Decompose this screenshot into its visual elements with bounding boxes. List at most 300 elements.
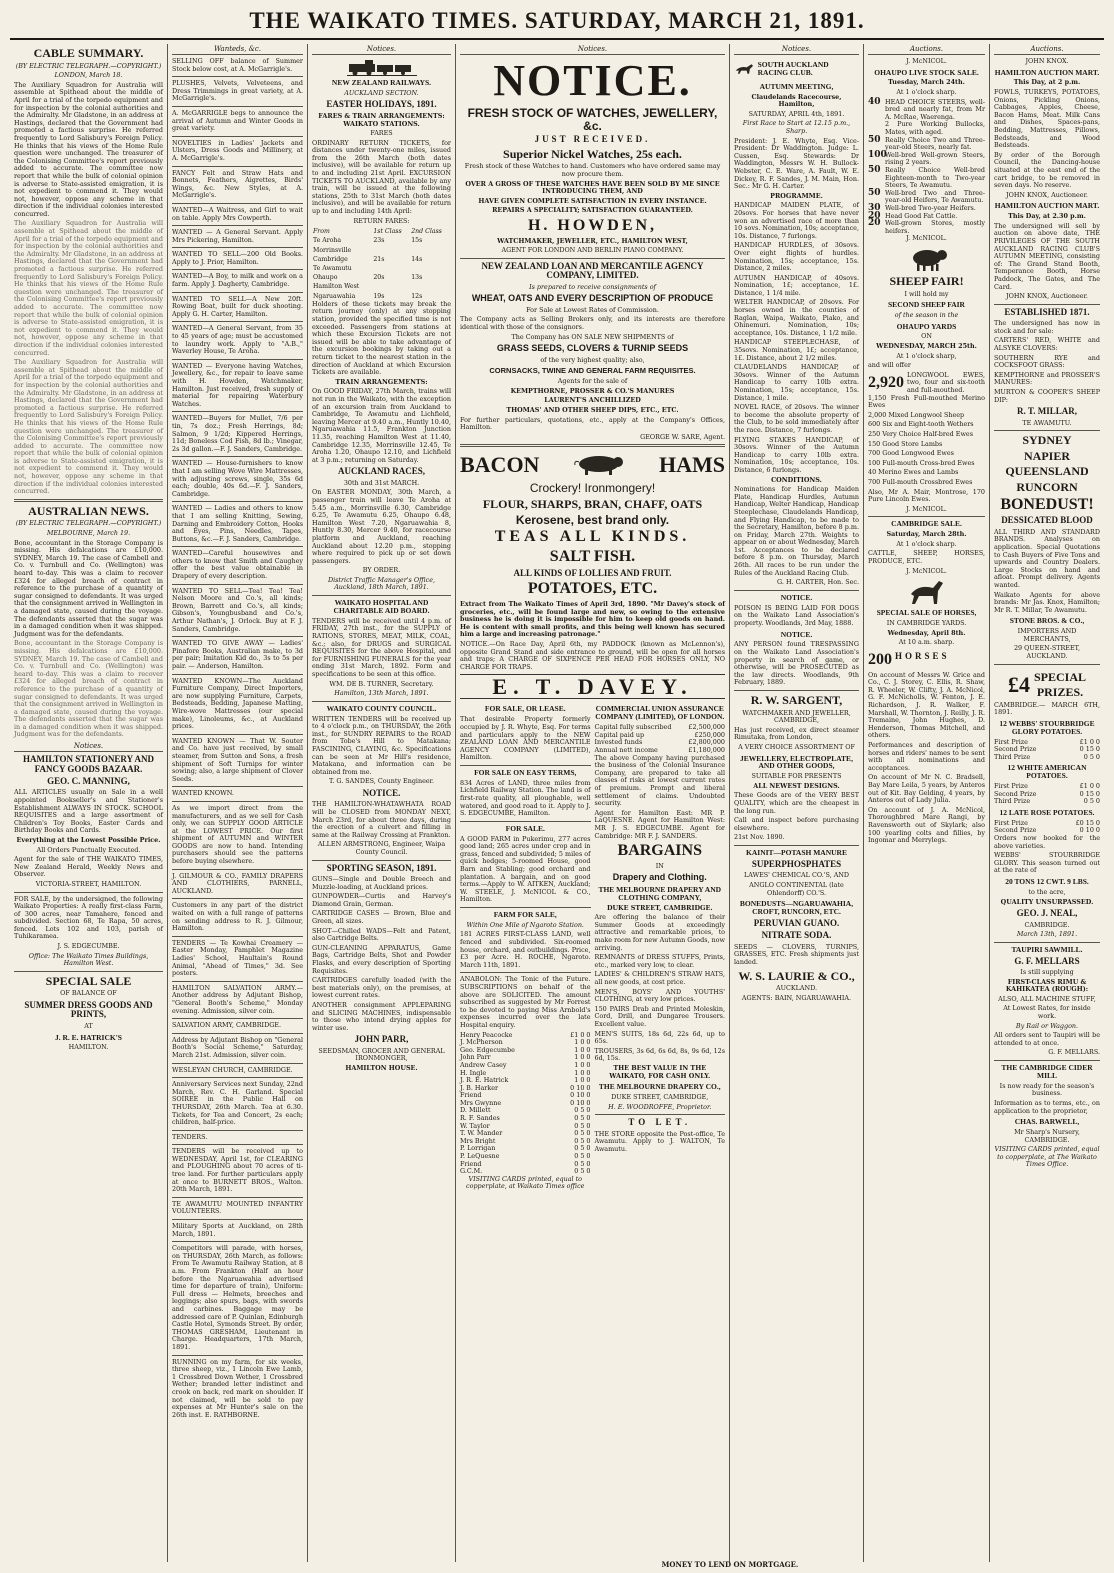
also-text: ALL THIRD AND STANDARD BRANDS. Analyses on application. Special Quotations to Cash Buyers of Five Tons and upwards and Country Dealers. Large Stocks on hand and afloat. Prompt delivery. Agents wanted. (994, 527, 1100, 589)
subscriber-amount: 1 0 0 (574, 1068, 591, 1077)
fare-cell: 13s (411, 274, 423, 282)
pig-icon (569, 452, 629, 479)
wednesday: WEDNESDAY, MARCH 25th. (876, 342, 977, 351)
laurent-line: LAURENT'S ANCHILLIZED (544, 396, 641, 405)
mcnicol-3: J. McNICOL. (906, 504, 947, 513)
melbourne-item: TROUSERS, 3s 6d, 6s 6d, 8s, 9s 6d, 12s 6d, 15s. (594, 1046, 725, 1063)
this-day: This Day, at 2 p.m. (1013, 78, 1081, 87)
thomas-line: THOMAS' AND OTHER SHEEP DIPS, ETC., ETC. (506, 405, 679, 414)
prizes-label: PRIZES. (1036, 685, 1084, 700)
ohaupo-yards: OHAUPO YARDS (896, 321, 957, 331)
divider (172, 936, 303, 937)
divider (172, 1077, 303, 1078)
stock-row (868, 167, 985, 190)
bargains: BARGAINS (617, 842, 702, 860)
subscriber-name: W. Taylor (460, 1121, 490, 1130)
subscriber-name: D. Millett (460, 1106, 491, 1115)
wanted-ad: HAMILTON SALVATION ARMY.— Another address by Adjutant Bishop, "General Booth's Scheme," Monday evening. Admission, silver coin. (172, 983, 303, 1015)
australian-byline: (BY ELECTRIC TELEGRAPH.—COPYRIGHT.) (15, 519, 162, 528)
subscriber-name: Mrs Bright (460, 1136, 496, 1145)
subscriber-name: Friend (460, 1159, 482, 1168)
divider (460, 821, 591, 822)
gross-line-2: HAVE GIVEN COMPLETE SATISFACTION IN EVERY INSTANCE. (478, 196, 707, 205)
best-value: THE BEST VALUE IN THE WAIKATO, FOR CASH ONLY. (609, 1063, 711, 1080)
cambridge-sale: CAMBRIDGE SALE. (891, 519, 962, 529)
mellars-name: G. F. MELLARS (1014, 955, 1080, 966)
knox-2: JOHN KNOX, Auctioneer. (1006, 190, 1088, 199)
australian-news-title: AUSTRALIAN NEWS. (28, 503, 149, 518)
special-label: SPECIAL (1033, 669, 1086, 684)
anabolon-text: ANABOLON: The Tonic of the Future. SUBSCRIPTIONS on behalf of the above are SOLICITED. The amount subscribed as suggested by Mr Forrest to be devoted to paying Miss Arnbold's expenses incurred over the late Hospital enquiry. (460, 975, 591, 1029)
at-label: AT (84, 1021, 93, 1030)
southern: SOUTHERN RYE and COCKSFOOT GRASS: (994, 353, 1100, 370)
prize-label: Second Prize (994, 745, 1037, 754)
subscriber-name: P. Lorrigan (460, 1144, 496, 1153)
divider (172, 292, 303, 293)
prize-row (994, 754, 1100, 762)
sheep-fair: SHEEP FAIR! (889, 273, 964, 288)
capital-label: Capital fully subscribed (594, 723, 672, 732)
wanted-ad: WANTED — Everyone having Watches, Jewellery, &c., for repair to leave same with H. Howden, Watchmaker, Hamilton. Just received, fresh supply of material for repairing Waterbury Watches. (172, 361, 303, 408)
will-hold: I will hold my (904, 289, 949, 298)
divider (994, 430, 1100, 431)
subscriber-name: J. McPherson (460, 1038, 503, 1047)
cable-text-cont: The Auxiliary Squadron for Australia will assemble at Spithead about the middle of April for a trial of the torpedo equipment and for inspection by the colonial authorities and the Admiralty. Mr Gladstone, in an address at Hastings, declared that the Government had promoted a factious surprise. He referred frequently to Lord Salisbury's Foreign Policy. He thinks that his views of the Home Rule question were unchanged. The treasurer of the Colonising Committee's report previously added to accurate. The committee now report that while the bulk of colonial opinion is adverse to State-assisted emigration, it is not expedient to commend it. They would not, however, oppose any scheme in that direction if the individual colonies interested concurred. (14, 219, 163, 357)
orders-taupiri: All orders sent to Taupiri will be attended to at once. (994, 1031, 1100, 1047)
cable-byline: (BY ELECTRIC TELEGRAPH.—COPYRIGHT.) (15, 61, 162, 70)
by-order: BY ORDER. (362, 566, 401, 575)
capital-label: Annual nett income (594, 745, 658, 754)
fare-cell (372, 282, 410, 291)
auctions-header-6: Auctions. (868, 44, 985, 55)
wanted-ad: WANTED TO SELL—A New 20ft. Rowing Boat, built for duck shooting. Apply G. H. Carter, Hamilton. (172, 294, 303, 318)
saturday: Saturday, March 28th. (886, 530, 967, 539)
column-2 (168, 44, 308, 1562)
column-5 (730, 44, 864, 1562)
seeds: SEEDS — CLOVERS, TURNIPS, GRASSES, ETC. Fresh shipments just landed. (734, 942, 859, 966)
particulars-text: For further particulars, quotations, etc., apply at the Company's Offices, Hamilton. (460, 415, 725, 432)
bacon-hams-banner (460, 450, 725, 479)
on-label: ON (921, 332, 932, 341)
hospital-title: WAIKATO HOSPITAL AND CHARITABLE AID BOARD. (333, 598, 430, 615)
farm-sub: Within One Mile of Ngaroto Station. (466, 920, 584, 929)
officials: President: J. E. Whyte, Esq. Vice-President: Dr Waddington. Judge: L. Cussen, Esq. Stewards: Dr Waddington, Messrs W. H. Bullock-Webster, C. E. Ware, A. Fault, W. E. Dickey, R. F. Sandes, J. M. Main, Hon. Sec.: Mr G. H. Carter. (734, 136, 859, 191)
subscriber-amount: 0 5 0 (574, 1121, 591, 1130)
races-list (734, 202, 859, 474)
stock-count: 50 (868, 165, 881, 175)
subscriber-amount: 0 10 0 (570, 1083, 591, 1092)
divider (868, 516, 985, 517)
fare-cell: Ngaruawahia (313, 292, 356, 300)
mcnicol-tail: On account of J. A. McNicol, Thoroughbred Mare Rangi, by Ravensworth out of Skylark; also 100 yearling colts and fillies, by Ingomar and Merrylegs. (868, 805, 985, 845)
stock-count: 30 (868, 202, 881, 213)
parr-name: JOHN PARR, (354, 1034, 409, 1045)
neal-date: March 13th, 1891. (1016, 930, 1078, 939)
masthead-rule (10, 38, 1104, 40)
parr-sub: SEEDSMAN, GROCER AND GENERAL IRONMONGER, (318, 1046, 445, 1063)
lower-left (460, 702, 591, 1193)
county-text: WRITTEN TENDERS will be received up to 4 o'clock p.m., on THURSDAY, the 26th inst., for SUNDRY REPAIRS to the ROAD from Tobe's Hill to Matakana; FASCINING, CLAYING, &c. Specifications can be seen at Mr Hill's residence, Matakana, and information can be obtained from me. (312, 714, 451, 776)
stock-row (868, 149, 985, 167)
cable-text: The Auxiliary Squadron for Australia will assemble at Spithead about the middle of April for a trial of the torpedo equipment and for inspection by the colonial authorities and the Admiralty. Mr Gladstone, in an address at Hastings, declared that the Government had promoted a factious surprise. He referred frequently to Lord Salisbury's Foreign Policy. He thinks that his views of the Home Rule question were unchanged. The treasurer of the Colonising Committee's report previously added to accurate. The committee now report that while the bulk of colonial opinion is adverse to State-assisted emigration, it is not expedient to commend it. They would not, however, oppose any scheme in that direction if the individual colonies interested concurred. (14, 80, 163, 218)
nickel-watches: Superior Nickel Watches, 25s each. (503, 146, 682, 161)
divider (460, 765, 591, 766)
te-awamutu: TE AWAMUTU. (1022, 418, 1072, 427)
capital-amount: £1,180,000 (688, 745, 725, 754)
race-entry: HANDICAP STEEPLECHASE, of 35sovs. Nomination, 1£; acceptance, 1£. Distance, about 2 1/2 miles. (734, 338, 859, 362)
stone-addr: 29 QUEEN-STREET, AUCKLAND. (1013, 644, 1080, 660)
subscriber-amount: 0 5 0 (574, 1114, 591, 1123)
stock-count: 40 (868, 96, 881, 107)
races-dates: 30th and 31st MARCH. (343, 478, 420, 487)
divider (172, 247, 303, 248)
racecourse: Claudelands Racecourse, Hamilton, (751, 92, 842, 109)
wheat-title: WHEAT, OATS AND EVERY DESCRIPTION OF PRODUCE (471, 293, 714, 304)
bacon-label: BACON (460, 452, 540, 478)
stock-count: 50 (868, 134, 881, 145)
wanted-ad: Military Sports at Auckland, on 28th March, 1891. (172, 1222, 303, 1238)
divider (172, 321, 303, 322)
fare-cell: 19s (373, 292, 385, 300)
racing-club: SOUTH AUCKLAND RACING CLUB. (757, 60, 829, 77)
undersigned: The undersigned has now in stock and for sale: (994, 319, 1100, 335)
wanted-ad: WANTED TO SELL—200 Old Books. Apply to J. Prior, Hamilton. (172, 250, 303, 266)
nzloan-title: NEW ZEALAND LOAN AND MERCANTILE AGENCY COMPANY, LIMITED. (481, 260, 704, 281)
forsale-text: That desirable Property formerly occupied by J. R. Whyte, Esq. For terms and particulars apply to the NEW ZEALAND LOAN AND MERCANTILE AGENCY COMPANY (LIMITED), Hamilton. (460, 715, 591, 762)
melb-co: THE MELBOURNE DRAPERY CO., (598, 1082, 721, 1092)
second-fair: SECOND SHEEP FAIR (888, 300, 965, 310)
wanted-ad: J. GILMOUR & CO., FAMILY DRAPERS AND CLOTHIERS, PARNELL, AUCKLAND. (172, 871, 303, 895)
divider (172, 411, 303, 412)
forsale-2: FOR SALE. (505, 823, 545, 833)
fare-row (312, 246, 451, 255)
easter-holidays: EASTER HOLIDAYS, 1891. (326, 99, 437, 110)
ram-text: Also, Mr A. Mair, Montrose, 170 Pure Lincoln Ewes. (868, 487, 985, 504)
races-text: On EASTER MONDAY, 30th March, a passenger train will leave Te Aroha at 5.45 a.m., Morrinsville 6.30, Cambridge 6.25, Te Awamutu 6.25, Ohaupo 6.48, Hamilton West 7.20, Ngaruawahia 8, Huntly 8.30, Mercer 9.40, for racecourse platform and Auckland, reaching Auckland about 12.20 p.m., stopping where required to pick up or set down passengers. (312, 488, 451, 565)
divider (172, 636, 303, 637)
melbourne-item: LADIES' & CHILDREN'S STRAW HATS, all new goods, at cost price. (594, 970, 725, 987)
divider (172, 1219, 303, 1220)
horse-icon (868, 578, 985, 606)
sheep-line: 250 Very Choice Half-bred Ewes (868, 430, 973, 439)
clock-1: At 1 o'clock sharp. (896, 88, 957, 97)
sheep-line: 600 Six and Eight-tooth Wethers (868, 420, 974, 429)
nitrate-soda: NITRATE SODA. (761, 930, 832, 941)
divider (460, 972, 591, 973)
stock-row (868, 187, 985, 205)
carter-sec: G. H. CARTER, Hon. Sec. (777, 578, 859, 587)
divider (172, 501, 303, 502)
subscriber-amount: 0 5 0 (574, 1129, 591, 1138)
suitable: SUITABLE FOR PRESENTS (751, 772, 842, 781)
divider (994, 664, 1100, 665)
notice-5b: NOTICE. (780, 629, 813, 639)
of-season: of the season in the (894, 311, 959, 319)
conditions: CONDITIONS. (771, 475, 822, 484)
wanted-ad: WANTED KNOWN. (172, 789, 234, 798)
programme: PROGRAMME. (770, 191, 823, 200)
very-best: These Goods are of the VERY BEST QUALITY, which are the cheapest in the long run. (734, 791, 859, 815)
stock-desc: Really Choice Two and Three-year-old Steers, nearly fat. (885, 135, 985, 152)
fowls-text: FOWLS, TURKEYS, POTATOES, Onions, Pickling Onions, Cabbages, Apples, Cheese, Bacon Hams, Meat. Milk Cans and Dishes, Spaces-pans, Bedding, Mattresses, Pillows, Bedsteads, and Wood Bedsteads. (994, 88, 1100, 150)
onsale-line: The Company has ON SALE NEW SHIPMENTS of (511, 332, 674, 341)
cider-text: Is now ready for the season's business. (999, 1081, 1095, 1098)
salt-fish: SALT FISH. (549, 547, 636, 565)
jewellery: JEWELLERY, ELECTROPLATE, AND OTHER GOODS, (740, 753, 853, 771)
column-7 (990, 44, 1104, 1562)
autumn-meeting: AUTUMN MEETING, (759, 81, 834, 91)
fare-cell: 21s (373, 255, 385, 263)
auction-mart-2: HAMILTON AUCTION MART. (994, 201, 1100, 211)
race-date: SATURDAY, APRIL 4th, 1891. (748, 109, 845, 118)
wanted-ad: WANTED KNOWN—The Auckland Furniture Company, Direct Importers, are now supplying Furniture, Carpets, Bedsteads, Bedding, Japanese Matting, Wire-wove Mattresses (our special make), Linoleums, &c., at Auckland prices. (172, 676, 303, 731)
laurie-agents: AGENTS: BAIN, NGARUAWAHIA. (741, 993, 852, 1002)
wanted-ad: TENDERS — Te Kowhai Creamery — Easter Monday, Pamphlet Magazine Ladies' School, Haultain's Round Animal, "Ahead of Times," 3d. See posters. (172, 938, 303, 978)
duke-street: DUKE STREET, CAMBRIDGE. (606, 903, 713, 912)
mare-text: On account of Mr N. C. Bradsell, Bay Mare Leila, 5 years, by Anteros out of Kit. Bay Gelding, 4 years, by Anteros out of Lady Julia. (868, 773, 985, 805)
neal-name: GEO. J. NEAL, (1016, 908, 1078, 919)
bonedust: BONEDUST! (1000, 495, 1094, 513)
bargains-in: IN (655, 861, 664, 870)
column-6 (864, 44, 990, 1562)
column-3 (308, 44, 456, 1562)
subscriber-name: H. Ingle (460, 1068, 487, 1077)
sheep-count: 2,920 (868, 373, 904, 391)
wanted-ad: WANTED TO SELL—Tea! Tea! Tea! Nelson Moore and Co.'s, all kinds; Brown, Barrett and Co.'s, all kinds; Gibson's, Youngbusband and Co.'s, Arthur Nathan's, J. Orlock. Buy at F. J. Sanders, Cambridge. (172, 586, 303, 633)
melbourne-item: 150 PAIRS Drab and Printed Moleskin, Cord, Drill, and Dungaree Trousers. Excellent value. (594, 1004, 725, 1028)
sporting-item: SHOT—Chilled WADS—Felt and Patent, also Cartridge Belts. (312, 926, 451, 943)
fares-note: Holders of these tickets may break the return journey (only) at any stopping station, provided the specified time is not exceeded. Passengers from stations at which these Excursion Tickets are not issued will be able to take advantage of the excursion bookings by taking out a return ticket to the nearest station in the direction of Auckland at which Excursion Tickets are available. (312, 299, 451, 377)
melbourne-text: Are offering the balance of their Summer Goods at exceedingly attractive and remarkable prices, to make room for new Autumn Goods, now arriving. (594, 913, 725, 952)
brokers-text: The Company acts as Selling Brokers only, and its interests are therefore identical with those of the consignors. (460, 315, 725, 332)
divider (172, 166, 303, 167)
napier: NAPIER (1023, 448, 1070, 463)
county-engineer: T. G. SANDES, County Engineer. (328, 777, 435, 786)
carters: CARTERS' RED, WHITE and ALSYKE CLOVERS: (994, 336, 1100, 352)
sporting-item: CARTRIDGES carefully loaded (with the best materials only), on the premises, at lowest current rates. (312, 976, 451, 1000)
divider (172, 869, 303, 870)
wanted-ad: SELLING OFF balance of Summer Stock below cost, at A. McGarrigle's. (172, 57, 303, 73)
cable-dateline: LONDON, March 18. (54, 71, 123, 80)
subscriber-name: J. R. E. Hatrick (460, 1076, 509, 1085)
prize-row (994, 798, 1100, 806)
stock-desc: HEAD CHOICE STEERS, well-bred and nearly fat, from Mr A. McRae, Waerenga. (885, 97, 985, 121)
lollies: ALL KINDS OF LOLLIES AND FRUIT. (513, 567, 672, 578)
grass-seeds: GRASS SEEDS, CLOVERS & TURNIP SEEDS (496, 343, 689, 354)
wanted-ad: Competitors will parade, with horses, on THURSDAY, 26th March, as follows: From Te Awamutu Railway Station, at 8 a.m. From Frankton (Half an hour before the Ngaruawahia advertised time for departure of train), Uniform: Full dress — Helmets, breeches and leggings; also spurs, bags, with swords and carbines. Baggage may be addressed care of P. Quinlan, Edinburgh Castle Hotel, Symonds Street. By order, THOMAS GRESHAM, Lieutenant in Charge. Headquarters, 17th March, 1891. (172, 1244, 303, 1351)
to-let-text: THE STORE opposite the Post-office, Te Awamutu. Apply to J. WALTON, Te Awamutu. (594, 1129, 725, 1153)
train-title: TRAIN ARRANGEMENTS: (335, 377, 428, 386)
county-council-title: WAIKATO COUNTY COUNCIL. (326, 703, 437, 713)
divider (312, 701, 451, 702)
wanted-ad: Customers in any part of the district waited on with a full range of patterns on sending address to R. J. Gilmour, Hamilton. (172, 901, 303, 933)
columns (10, 44, 1104, 1562)
howden-sub: WATCHMAKER, JEWELLER, ETC., HAMILTON WEST, (497, 236, 688, 245)
australian-text-cont: Bone, accountant in the Storage Company is missing. His defalcations are £10,000. SYDNEY, March 19. The case of Cambell and Co. v. Turnbull and Co. (Wellington) was heard to-day. This was a claim to recover £324 for alleged breach of contract in reference to the purchase of a quantity of sugar consigned to defendants. It was urged that the consignment arrived in Wellington in a damaged state, caused during the voyage. The defendants asserted that the sugar was in a damaged condition when it was shipped. Judgment was for the defendants. (14, 639, 163, 739)
sheep-text: LONGWOOL EWES, two, four and six-tooth and full-mouthed. (907, 370, 985, 395)
privilege-text: The undersigned will sell by auction on above date, THE PRIVILEGES OF THE SOUTH AUCKLAND RACING CLUB'S AUTUMN MEETING, consisting of: The Grand Stand Booth, Temperance Booth, Horse Paddock, The Gates, and The Card. (994, 221, 1100, 291)
subscriber-name: John Parr (460, 1053, 491, 1062)
wanted-ad: NOVELTIES in Ladies' Jackets and Ulsters, Dress Goods and Millinery, at A. McGarrigle's. (172, 138, 303, 162)
sheep-count-row (868, 372, 985, 395)
notices-header: Notices. (14, 741, 163, 752)
divider (172, 801, 303, 802)
white-american: 12 WHITE AMERICAN POTATOES. (1007, 763, 1087, 781)
fare-cell (372, 264, 410, 273)
kerosene: Kerosene, best brand only. (515, 512, 670, 527)
sporting-item: GUN-CLEANING APPARATUS, Game Bags, Cartridge Belts, Shot and Powder Flasks, and every description of Sporting Requisites. (312, 943, 451, 975)
hams-label: HAMS (658, 452, 725, 478)
flour-line: FLOUR, SHARPS, BRAN, CHAFF, OATS (482, 496, 703, 511)
column-4 (456, 44, 730, 1562)
webbs-tons: 20 TONS 12 CWT. 9 LBS. (1005, 877, 1089, 887)
prize-amount: 0 15 0 (1079, 789, 1100, 798)
subscriber-amount: 1 0 0 (574, 1060, 591, 1069)
subscriber-amount: 1 0 0 (574, 1038, 591, 1047)
cider-info: Information as to terms, etc., on application to the proprietor, (994, 1098, 1100, 1115)
subscriber-name: Geo. Edgecumbe (460, 1045, 515, 1054)
race-entry: HANDICAP MAIDEN PLATE, of 20sovs. For horses that have never won an advertised race of more than 10 sovs. Nomination, 10s; acceptance, 10s. Distance, 7 furlongs. (734, 201, 859, 240)
commercial-union: COMMERCIAL UNION ASSURANCE COMPANY (LIMITED), OF LONDON. (595, 704, 725, 722)
divider (172, 76, 303, 77)
sporting-item: ANOTHER consignment APPLEPARING and SLICING MACHINES, indispensable to those who intend drying apples for winter use. (312, 1000, 451, 1032)
runcorn: RUNCORN (1016, 479, 1078, 494)
fare-row (312, 282, 451, 291)
ohaupo-sale: OHAUPO LIVE STOCK SALE. (874, 67, 979, 77)
to-acre: to the acre, (1028, 887, 1066, 896)
prize-list-2 (994, 783, 1100, 806)
wanted-ad: PLUSHES, Velvets, Velveteens, and Dress Trimmings in great variety, at A. McGarrigle's. (172, 79, 303, 103)
prize-amount: £1 0 0 (1079, 782, 1100, 791)
sheep-line: 100 Full-mouth Cross-bred Ewes (868, 458, 975, 467)
unsurpassed: QUALITY UNSURPASSED. (1000, 897, 1094, 906)
prize-amount: 0 15 0 (1079, 745, 1100, 754)
wanteds-list (172, 58, 303, 1419)
wanted-ad: WESLEYAN CHURCH, CAMBRIDGE. (172, 1065, 293, 1074)
divider (14, 971, 163, 972)
fare-cell: 12s (411, 292, 423, 300)
to-let: TO LET. (628, 1117, 692, 1128)
wanted-ad: SALVATION ARMY, CAMBRIDGE. (172, 1021, 282, 1030)
agent-text: Agent for the sale of THE WAIKATO TIMES, New Zealand Herald, Weekly News and Observer. (14, 855, 163, 879)
orders-booked: Orders now booked for the above varieties. (994, 834, 1100, 850)
fare-cell: 14s (411, 255, 423, 263)
prize-label: Second Prize (994, 789, 1037, 798)
sheep-line: 700 Full-mouth Crossbred Ewes (868, 477, 973, 486)
auckland-section: AUCKLAND SECTION. (344, 88, 419, 97)
money-to-lend: MONEY TO LEND ON MORTGAGE. (661, 1560, 799, 1569)
divider (312, 595, 451, 596)
armstrong-name: ALLEN ARMSTRONG, Engineer, Waipa County Council. (317, 840, 446, 856)
melbourne-item: MEN'S SUITS, 18s 6d, 22s 6d, up to 65s. (594, 1029, 725, 1046)
hatrick-name: J. R. E. HATRICK'S (55, 1032, 122, 1042)
wanted-ad: A. McGARRIGLE begs to announce the arrival of Autumn and Winter Goods in great variety. (172, 108, 303, 133)
turner-name: WM. DE B. TURNER, Secretary. (329, 679, 434, 688)
subscriber-amount: 0 5 0 (574, 1159, 591, 1168)
prize-list-3 (994, 820, 1100, 835)
prize-amount: 0 5 0 (1083, 752, 1100, 761)
horses-count-row (868, 649, 985, 672)
taupiri-sawmill: TAUPIRI SAWMILL. (1011, 944, 1083, 954)
choice: A VERY CHOICE ASSORTMENT OF (738, 742, 855, 751)
divider (460, 907, 591, 908)
notice-5: NOTICE. (780, 592, 813, 602)
subscriber-name: P. LeQuesne (460, 1152, 500, 1161)
stock-list (868, 96, 985, 236)
divider (172, 359, 303, 360)
divider (172, 1130, 303, 1131)
rimu: FIRST-CLASS RIMU & KAHIKATEA (ROUGH): (1005, 977, 1089, 994)
nickel-sub: Fresh stock of these Watches to hand. Customers who have ordered same may now procure them. (464, 162, 721, 178)
prize-amount: £0 15 0 (1075, 818, 1100, 827)
stock-row (868, 121, 985, 136)
prize-label: Second Prize (994, 826, 1037, 835)
stock-desc: Really Choice Well-bred Eighteen-month to Two-year Steers, Te Awamutu. (885, 166, 985, 190)
wanted-ad: WANTED KNOWN — That W. Souter and Co. have just received, by small steamer, from Sutton and Sons, a fresh shipment of Soft Turnips for winter sowing; also, a large shipment of Clover Seeds. (172, 736, 303, 783)
teas-all-kinds: TEAS ALL KINDS. (494, 528, 691, 546)
fare-cell: 23s (373, 237, 385, 245)
subscriber-amount: 1 0 0 (574, 1076, 591, 1085)
fare-cell: Morrinsville (313, 246, 352, 254)
poison-text: POISON IS BEING LAID FOR DOGS on the Waikato Land Association's property. Woodlands, 3rd May, 1888. (734, 603, 859, 627)
just-received: JUST RECEIVED. (534, 134, 651, 145)
laurie-name: W. S. LAURIE & CO., (738, 968, 855, 983)
wanteds-header: Wanteds, &c. (172, 44, 303, 55)
train-text: On GOOD FRIDAY, 27th March, trains will not run in the Waikato, with the exception of an excursion train from Auckland to Cambridge, Te Awamutu and Lichfield, leaving Mercer at 9.40 a.m., Huntly 10.40, Ngaruawahia 11.5, Frankton Junction 11.35, reaching Hamilton West at 11.40, Cambridge 12.35, Morrinsville 12.45, Te Aroha 1.20, Ohaupo 12.10, and Lichfield at 3 p.m.; returning on Saturday. (312, 387, 451, 464)
melbourne-title: THE MELBOURNE DRAPERY AND CLOTHING COMPANY, (598, 884, 722, 902)
forsale-lease: FOR SALE, OR LEASE. (484, 704, 566, 714)
sargent-text: Has just received, ex direct steamer Rimutaka, from London, (734, 725, 859, 742)
wanted-ad: RUNNING on my farm, for six weeks, three sheep, viz., 1 Lincoln Ewe Lamb, 1 Crossbred Down Wether, 1 Crossbred Wether; branded letter indistinct and crook on back, red mark on shoulder. If not claimed, will be sold to pay expenses at Mr Hunter's sale on the 26th inst. E. RATHBORNE. (172, 1357, 303, 1419)
divider (994, 1060, 1100, 1061)
sale-text: FOR SALE, by the undersigned, the following Waikato Properties: A really first-class Farm, of 300 acres, near Tamahere, fenced and subdivided. Section 68, Te Rapa, 50 acres, fenced. Lots 102 and 103, parish of Tuhikaramea. (14, 894, 163, 941)
return-fares-label: RETURN FARES: (353, 216, 410, 225)
sheep-icon (868, 246, 985, 272)
waikato-agents: Waikato Agents for above brands: Mr Jas. Knox, Hamilton; Mr R. T. Millar, Te Awamutu. (994, 590, 1100, 614)
fare-cell (372, 246, 410, 255)
fare-row (312, 236, 451, 245)
barwell: CHAS. BARWELL, (1014, 1117, 1080, 1127)
wanted-ad: WANTED—A General Servant, from 35 to 45 years of age; must be accustomed to laundry work. Apply to "A.B.," Waverley House, Te Aroha. (172, 324, 303, 356)
subscriber-amount: 1 0 0 (574, 1053, 591, 1062)
mellars-2: G. F. MELLARS. (1048, 1048, 1100, 1057)
hatrick-place: HAMILTON. (68, 1043, 109, 1052)
sydney: SYDNEY (1022, 433, 1072, 448)
edgecumbe-name: J. S. EDGECUMBE. (57, 942, 120, 951)
subscriber-amount: 0 10 0 (570, 1098, 591, 1107)
clock-4: At 10 a.m. sharp. (898, 638, 955, 647)
sporting-item: GUNPOWDER—Curtis and Harvey's Diamond Grain, German. (312, 892, 451, 908)
stock-desc: Well-bred Two-year Heifers. (885, 203, 976, 212)
divider (172, 1018, 303, 1019)
wanted-ad: WANTED — Ladies and others to know that I am selling Knitting, Sewing, Darning and Embroidery Cotton, Hooks and Eyes, Pins, Needles, Tapes, Buttons, &c.—F. J. Sanders, Cambridge. (172, 504, 303, 543)
stock-count: 20 (868, 218, 881, 229)
divider (172, 1197, 303, 1198)
racing-header (734, 58, 859, 80)
sargent-name: R. W. SARGENT, (750, 692, 843, 707)
divider (172, 1241, 303, 1242)
forsale-2-text: A GOOD FARM in Pukerimu, 277 acres good land; 265 acres under crop and in grass, fenced and subdivided; 5 miles of quick hedges; 5-roomed House, good Barn and Stabling; good orchard and plantation. A bargain, and on good terms.—Apply to W. AITKEN, Auckland; W. STEELE, J. McNICOL & CO., Hamilton. (460, 834, 591, 904)
visiting-cards-4: VISITING CARDS printed, equal to copperplate, at Waikato Times office (466, 1174, 585, 1191)
fare-row (312, 255, 451, 264)
fare-header-row (312, 227, 451, 236)
divider (172, 1355, 303, 1356)
horses-text: On account of Messrs W. Grice and Co., C. J. Storey, C. Ellis, R. Shaw, R. Wheeler, W. Clifty, J. A. McNicol, G. F. McNicholls, W. Fenton, J. E. Richardson, J. R. Walker, F. Marshall, W. Thornton, J. Reilly, J. R. Tremaine, John Hughes, D. Henderson, Thomas Mitchell, and others. (868, 670, 985, 740)
knox-1: JOHN KNOX. (1025, 57, 1069, 65)
stock-desc: Well-bred Well-grown Steers, rising 2 years. (885, 150, 985, 167)
wanted-ad: TE AWAMUTU MOUNTED INFANTRY VOLUNTEERS. (172, 1199, 303, 1216)
stock-desc: Well-bred Two and Three-year-old Heifers, Te Awamutu. (885, 188, 985, 205)
